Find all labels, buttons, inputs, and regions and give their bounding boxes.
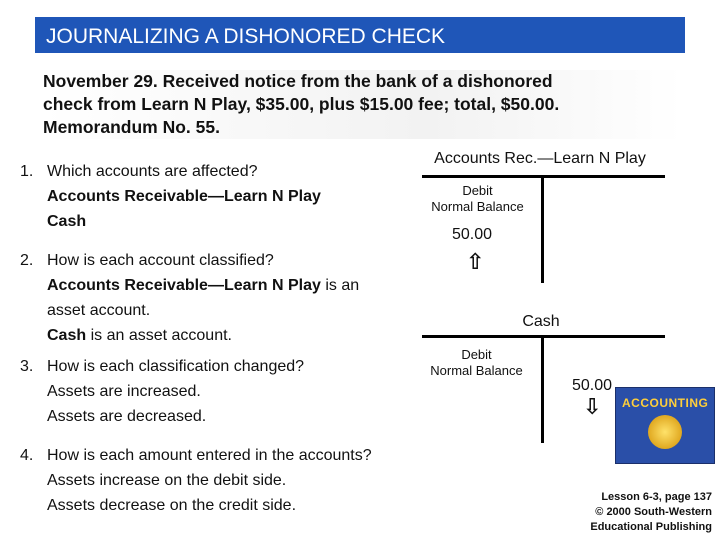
- credit-amount: 50.00: [572, 377, 613, 394]
- answer-line: [47, 323, 420, 348]
- normal-balance-side: Debit: [462, 183, 493, 198]
- footer-line: Lesson 6-3, page 137: [601, 491, 712, 503]
- question-number: 4.: [20, 447, 34, 464]
- up-arrow-icon: ⇧: [466, 249, 485, 274]
- gold-seal-icon: [648, 415, 682, 449]
- book-title-text: ACCOUNTING: [622, 396, 709, 410]
- footer-line: © 2000 South-Western: [595, 506, 712, 518]
- slide-title: JOURNALIZING A DISHONORED CHECK: [35, 17, 685, 53]
- question-text: Which accounts are affected?: [47, 163, 258, 180]
- answer-text: is an asset account.: [86, 327, 232, 344]
- normal-balance-label: [424, 347, 529, 379]
- question-1: [20, 159, 420, 234]
- transaction-description: [43, 70, 683, 139]
- footer-line: Educational Publishing: [590, 521, 712, 533]
- question-number: 3.: [20, 358, 34, 375]
- textbook-cover-image: [615, 387, 715, 464]
- normal-balance-text: Normal Balance: [430, 363, 523, 378]
- answer-line: asset account.: [47, 302, 151, 319]
- answer-line: Cash: [47, 213, 87, 230]
- question-4: [20, 443, 420, 518]
- answer-account: Accounts Receivable—Learn N Play: [47, 277, 321, 294]
- question-3: [20, 354, 420, 429]
- t-account-center-line: [541, 335, 544, 443]
- question-text: How is each amount entered in the accounts?: [47, 447, 372, 464]
- answer-line: Assets are decreased.: [47, 408, 207, 425]
- answer-line: Assets are increased.: [47, 383, 201, 400]
- answer-line: [47, 273, 420, 298]
- question-text: How is each classification changed?: [47, 358, 305, 375]
- debit-amount: 50.00: [452, 226, 493, 243]
- t-account-title-cash: Cash: [522, 313, 560, 330]
- normal-balance-side: Debit: [461, 347, 492, 362]
- normal-balance-text: Normal Balance: [431, 199, 524, 214]
- intro-line: Memorandum No. 55.: [43, 117, 220, 137]
- footer-credits: [590, 490, 712, 535]
- down-arrow-icon: ⇩: [583, 394, 602, 419]
- question-number: 2.: [20, 252, 34, 269]
- question-number: 1.: [20, 163, 34, 180]
- answer-line: Accounts Receivable—Learn N Play: [47, 188, 321, 205]
- t-account-title-accounts-rec: Accounts Rec.—Learn N Play: [434, 150, 646, 167]
- answer-text: is an: [320, 277, 360, 294]
- intro-line: November 29. Received notice from the bank of a dishonored: [43, 71, 553, 91]
- answer-line: Assets increase on the debit side.: [47, 472, 287, 489]
- question-text: How is each account classified?: [47, 252, 274, 269]
- question-2: [20, 248, 420, 348]
- intro-line: check from Learn N Play, $35.00, plus $15.00 fee; total, $50.00.: [43, 94, 560, 114]
- answer-account: Cash: [47, 327, 87, 344]
- normal-balance-label: [425, 183, 530, 215]
- t-account-center-line: [541, 175, 544, 283]
- answer-line: Assets decrease on the credit side.: [47, 497, 297, 514]
